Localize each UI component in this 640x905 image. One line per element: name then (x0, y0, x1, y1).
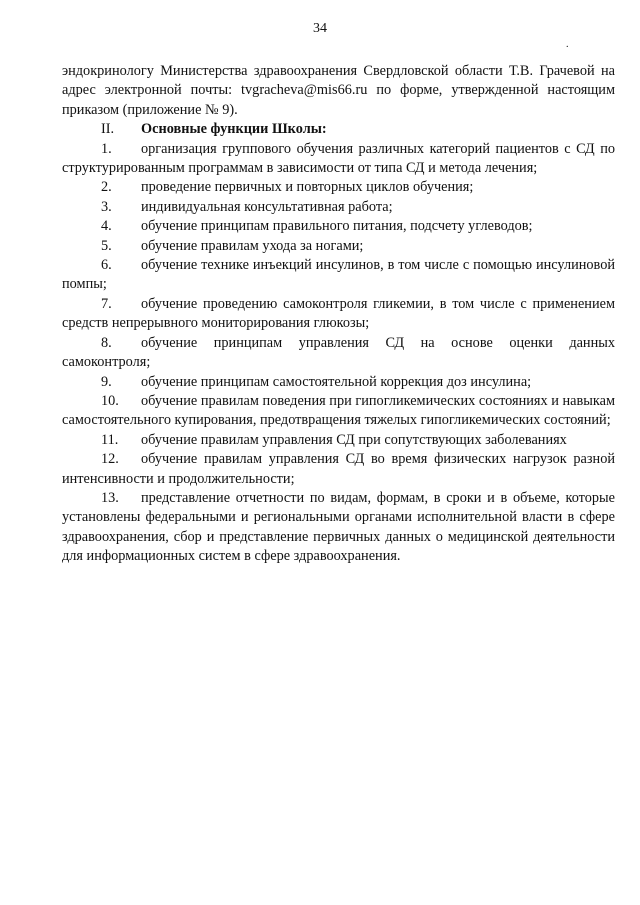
list-item-text: представление отчетности по видам, формам, в сроки и в объеме, которые установлены федеральными и региональными органами исполнительной власти в сфере здравоохранения, сбор и представление первичных данных о медицинской деятельности для информационных систем в сфере здравоохранения. (62, 489, 615, 565)
list-item (62, 392, 615, 431)
list-item-text: обучение принципам правильного питания, подсчету углеводов; (141, 218, 533, 235)
list-item (62, 450, 615, 489)
list-item (62, 198, 615, 217)
list-item-number: 10. (101, 392, 119, 409)
list-item-number: 1. (101, 140, 112, 157)
page-number: 34 (313, 21, 327, 36)
list-item (62, 489, 615, 567)
list-item-text: обучение проведению самоконтроля гликемии, в том числе с применением средств непрерывного мониторирования глюкозы; (62, 295, 615, 332)
list-item (62, 140, 615, 179)
list-item (62, 217, 615, 236)
list-item-number: 7. (101, 295, 112, 312)
section-number-cell (62, 120, 141, 139)
list-item-text: проведение первичных и повторных циклов обучения; (141, 179, 474, 196)
list-item-number: 6. (101, 257, 112, 274)
list-item-text: обучение правилам управления СД во время физических нагрузок разной интенсивности и продолжительности; (62, 451, 615, 487)
list-item (62, 431, 615, 450)
list-item-number: 2. (101, 179, 112, 196)
list-item-number: 3. (101, 198, 112, 215)
list-item-text: обучение правилам ухода за ногами; (141, 237, 364, 254)
list-item-text: обучение технике инъекций инсулинов, в том числе с помощью инсулиновой помпы; (62, 257, 615, 293)
list-item (62, 256, 615, 295)
list-item-text: обучение правилам поведения при гипогликемических состояниях и навыкам самостоятельного купирования, предотвращения тяжелых гипогликемических состояний; (62, 392, 615, 429)
list-item (62, 178, 615, 197)
list-item (62, 237, 615, 256)
list-item (62, 334, 615, 373)
list-item-text: обучение принципам самостоятельной коррекция доз инсулина; (141, 373, 532, 390)
section-title: Основные функции Школы: (141, 121, 327, 138)
list-item-number: 12. (101, 451, 119, 468)
section-heading (62, 120, 615, 139)
list-item-number: 4. (101, 218, 112, 235)
list-item (62, 373, 615, 392)
list-item (62, 295, 615, 334)
list-item-number: 11. (101, 431, 119, 448)
section-number: II. (101, 121, 115, 138)
intro-paragraph: эндокринологу Министерства здравоохранения Свердловской области Т.В. Грачевой на адрес электронной почты: tvgracheva@mis66.ru по форме, утвержденной настоящим приказом (приложение № 9). (62, 63, 615, 118)
list-item-text: обучение правилам управления СД при сопутствующих заболеваниях (141, 431, 567, 448)
page-mark: . (566, 39, 569, 50)
document-body (62, 62, 615, 567)
list-item-text: организация группового обучения различных категорий пациентов с СД по структурированным программам в зависимости от типа СД и метода лечения; (62, 140, 615, 177)
list-item-number: 9. (101, 373, 112, 390)
list-item-number: 8. (101, 334, 112, 351)
list-item-text: индивидуальная консультативная работа; (141, 198, 393, 215)
list-item-number: 13. (101, 489, 119, 506)
list-item-number: 5. (101, 237, 112, 254)
list-item-text: обучение принципам управления СД на основе оценки данных самоконтроля; (62, 334, 615, 371)
